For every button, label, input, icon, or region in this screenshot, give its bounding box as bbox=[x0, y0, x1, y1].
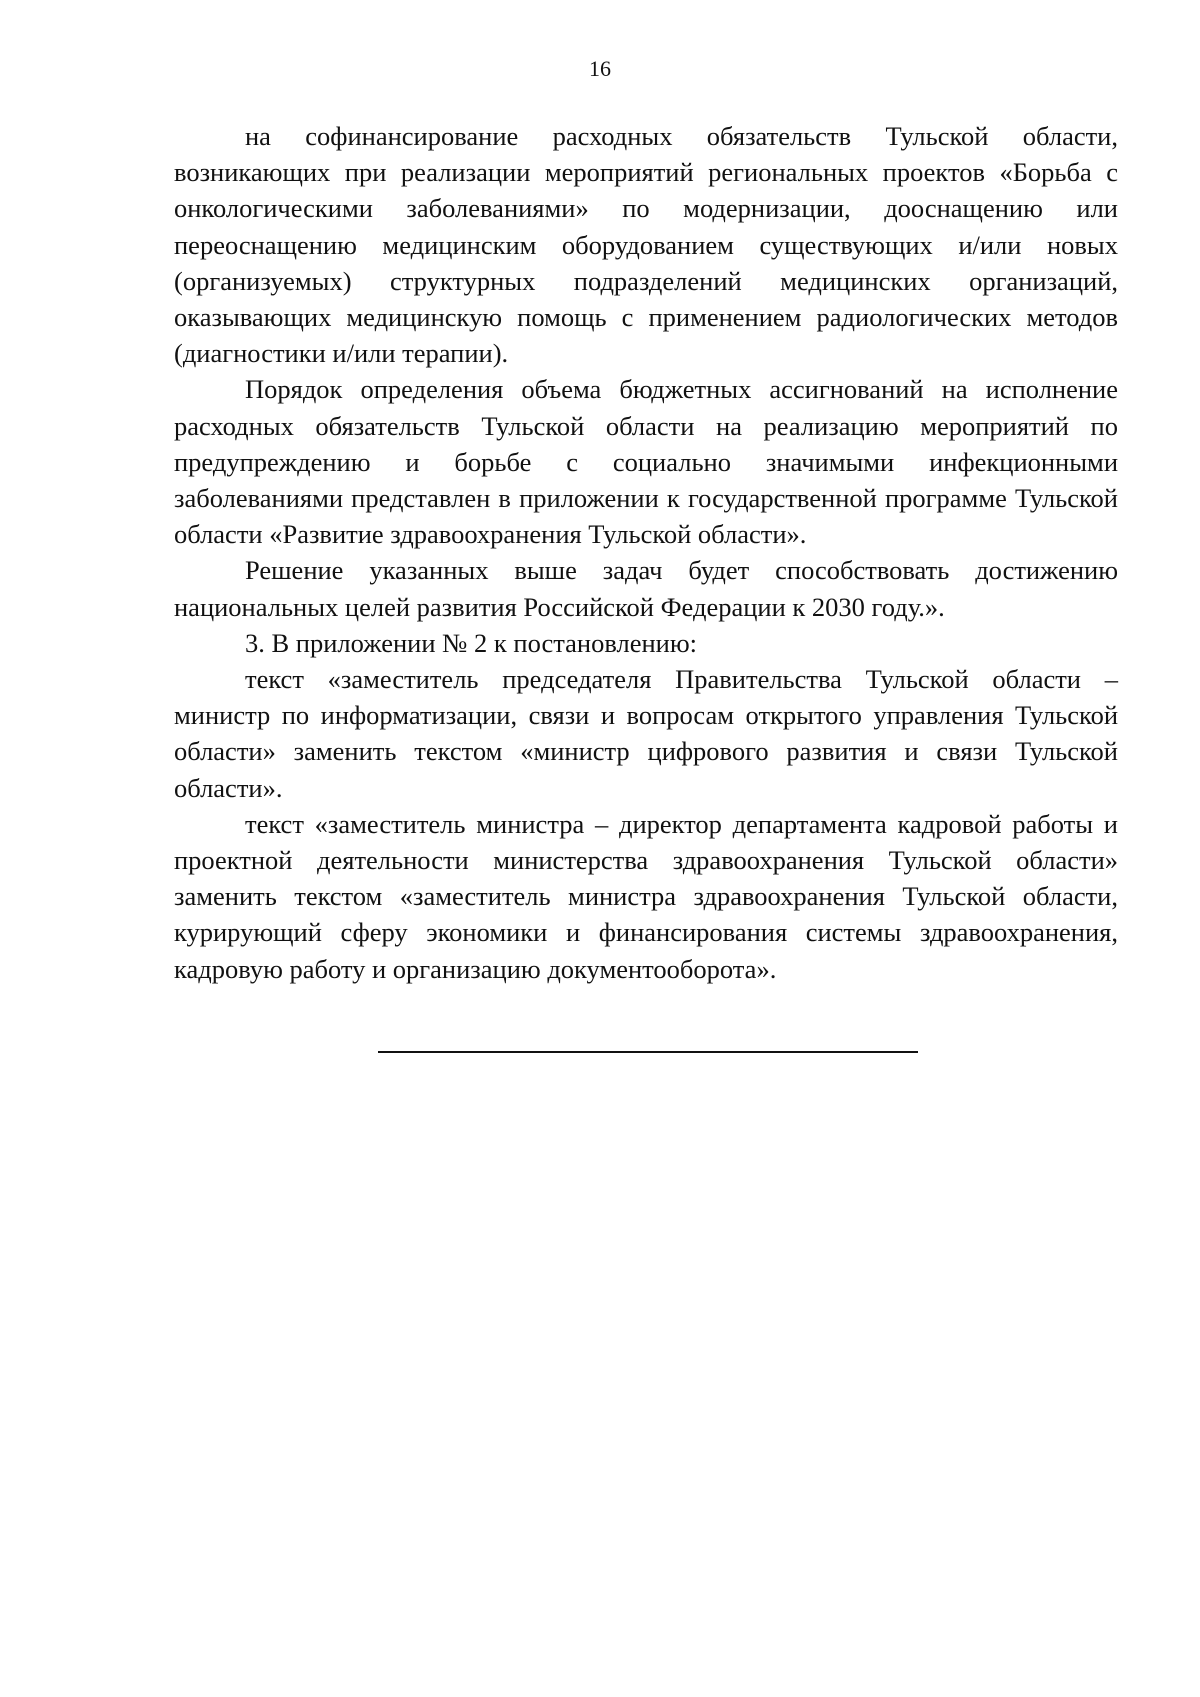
paragraph: Решение указанных выше задач будет способствовать достижению национальных целей развития Российской Федерации к 2030 году.». bbox=[174, 555, 1118, 622]
paragraph: текст «заместитель министра – директор департамента кадровой работы и проектной деятельности министерства здравоохранения Тульской области» заменить текстом «заместитель министра здравоохранения Тульской области, курирующий сферу экономики и финансирования системы здравоохранения, кадровую работу и организацию документооборота». bbox=[174, 808, 1118, 984]
paragraph: текст «заместитель председателя Правительства Тульской области – министр по информатизации, связи и вопросам открытого управления Тульской области» заменить текстом «министр цифрового развития и связи Тульской области». bbox=[174, 664, 1118, 803]
end-separator-line bbox=[378, 1051, 918, 1053]
paragraph: Порядок определения объема бюджетных ассигнований на исполнение расходных обязательств Тульской области на реализацию мероприятий по предупреждению и борьбе с социально значимыми инфекционными заболеваниями представлен в приложении к государственной программе Тульской области «Развитие здравоохранения Тульской области». bbox=[174, 374, 1118, 550]
document-body bbox=[174, 118, 1118, 987]
paragraph: на софинансирование расходных обязательств Тульской области, возникающих при реализации мероприятий региональных проектов «Борьба с онкологическими заболеваниями» по модернизации, дооснащению или переоснащению медицинским оборудованием существующих и/или новых (организуемых) структурных подразделений медицинских организаций, оказывающих медицинскую помощь с применением радиологических методов (диагностики и/или терапии). bbox=[174, 121, 1118, 369]
paragraph: 3. В приложении № 2 к постановлению: bbox=[245, 627, 698, 658]
page-number: 16 bbox=[589, 56, 611, 81]
